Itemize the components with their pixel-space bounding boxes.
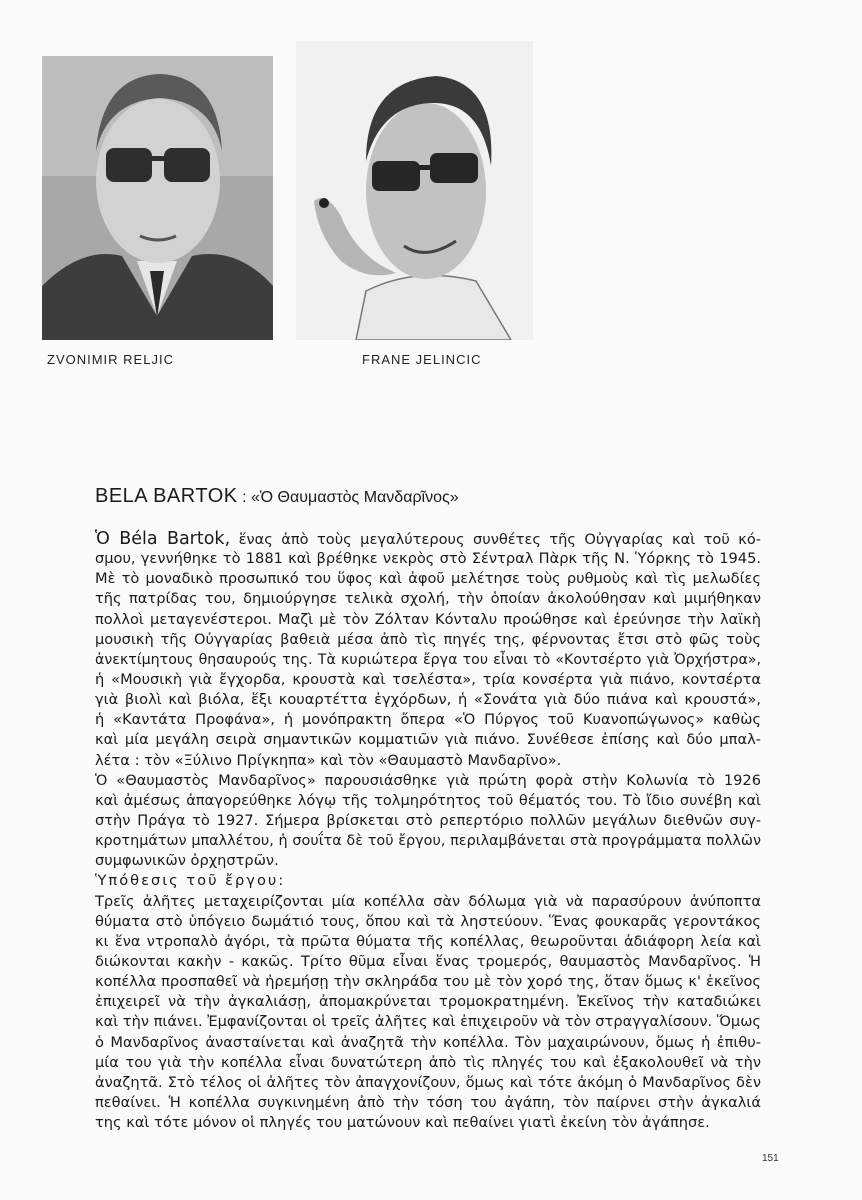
body-line: ἡ «Μουσικὴ γιὰ ἔγχορδα, κρουστὰ καὶ τσελέστα», τρία κονσέρτα γιὰ πιάνο, κοντσέρτα [95, 670, 761, 688]
body-line: ἀνεκτίμητους θησαυρούς της. Τὰ κυριώτερα ἔργα του εἶναι τὸ «Κοντσέρτο γιὰ Ὀρχήστρα», [95, 651, 761, 668]
body-line: καὶ τὴν πιάνει. Ἐμφανίζονται οἱ τρεῖς ἀλῆτες καὶ ἐπιχειροῦν νὰ τὸν στραγγαλίσουν. Ὅμως [95, 1013, 761, 1031]
body-line: στὴν Πράγα τὸ 1927. Σήμερα βρίσκεται στὸ ρεπερτόριο πολλῶν μεγάλων διεθνῶν συγ- [95, 811, 761, 829]
body-line: πολλοὶ μεταγενέστεροι. Μαζὶ μὲ τὸν Ζόλταν Κόνταλυ προώθησε καὶ ἐρεύνησε τὴν λαϊκὴ [95, 610, 761, 628]
article-body [95, 529, 761, 1133]
body-line: καὶ ἀμέσως ἀπαγορεύθηκε λόγῳ τῆς τολμηρότητος τοῦ θέματός του. Τὸ ἴδιο συνέβη καὶ [95, 791, 761, 809]
body-line [95, 529, 761, 549]
heading-composer-name: BELA BARTOK [95, 485, 238, 507]
first-line-name: Béla Bartok, [119, 529, 231, 549]
body-line: κροτημάτων μπαλλέτου, ἡ σουΐτα δὲ τοῦ ἔργου, περιλαμβάνεται στὰ προγράμματα πολλῶν [95, 833, 761, 850]
body-line: σμου, γεννήθηκε τὸ 1881 καὶ βρέθηκε νεκρὸς στὸ Σέντραλ Πὰρκ τῆς Ν. Ὑόρκης τὸ 1945. [95, 550, 761, 568]
body-line: Ὁ «Θαυμαστὸς Μανδαρῖνος» παρουσιάσθηκε γιὰ πρώτη φορὰ στὴν Κολωνία τὸ 1926 [95, 771, 761, 789]
body-line: λέτα : τὸν «Ξύλινο Πρίγκηπα» καὶ τὸν «Θαυμαστὸ Μανδαρῖνο». [95, 751, 562, 769]
body-line: ἡ «Καντάτα Προφάνα», ἡ μονόπρακτη ὄπερα «Ὁ Πύργος τοῦ Κυανοπώγωνος» καθὼς [95, 711, 761, 729]
first-line-prefix: Ὁ [95, 529, 120, 549]
body-line: μία του γιὰ τὴν κοπέλλα εἶναι δυνατώτερη ἀπὸ τὶς πληγές του καὶ ἐξακολουθεῖ νὰ τὴν [95, 1053, 761, 1071]
body-line: Τρεῖς ἀλῆτες μεταχειρίζονται μία κοπέλλα σὰν δόλωμα γιὰ νὰ παρασύρουν ἀνύποπτα [95, 892, 761, 910]
body-line: Μὲ τὸ μοναδικὸ προσωπικό του ὕφος καὶ ἀφοῦ μελέτησε τοὺς ρυθμοὺς καὶ τὶς μελωδίες [95, 570, 761, 588]
body-line: της καὶ τότε μόνον οἱ πληγές του ματώνουν καὶ πεθαίνει γιατὶ ἐκείνη τὸν ἀγάπησε. [95, 1114, 710, 1132]
body-line: συμφωνικῶν ὀρχηστρῶν. [95, 852, 279, 870]
body-line: διώκονται κακὴν - κακῶς. Τρίτο θῦμα εἶναι ἕνας τρομερός, θαυμαστὸς Μανδαρῖνος. Ἡ [95, 952, 761, 970]
body-line: γιὰ βιολὶ καὶ βιόλα, ἕξι κουαρτέττα ἐγχόρδων, ἡ «Σονάτα γιὰ δύο πιάνα καὶ κρουστά», [95, 691, 761, 709]
portrait-photo-frane-jelincic [296, 41, 533, 340]
heading-work-title: «Ὁ Θαυμαστὸς Μανδαρῖνος» [250, 489, 459, 506]
photo-caption-left: ZVONIMIR RELJIC [47, 352, 174, 367]
body-line: πεθαίνει. Ἡ κοπέλλα συγκινημένη ἀπὸ τὴν τόση του ἀγάπη, τὸν παίρνει στὴν ἀγκαλιά [95, 1093, 761, 1111]
portrait-photo-zvonimir-reljic [42, 56, 273, 340]
article-heading [95, 485, 459, 508]
body-line: ἐπιχειρεῖ νὰ τὴν ἀγκαλιάσῃ, ἀπομακρύνεται τρομοκρατημένη. Ἐκεῖνος τὴν καταδιώκει [95, 993, 761, 1011]
body-line: θύματα στὸ ὑπόγειο δωμάτιό τους, ὅπου καὶ τὰ ληστεύουν. Ἕνας φουκαρᾶς γεροντάκος [95, 912, 761, 930]
heading-separator: : [242, 489, 247, 506]
body-line: καὶ μία μεγάλη σειρὰ σημαντικῶν κομματιῶν γιὰ πιάνο. Συνέθεσε ἐπίσης καὶ δύο μπαλ- [95, 731, 761, 749]
body-line: τῆς πατρίδας του, δημιούργησε τελικὰ σχολή, τὴν ὁποίαν ἀκολούθησαν καὶ μιμήθηκαν [95, 590, 761, 608]
body-line: ὁ Μανδαρῖνος ἀνασταίνεται καὶ ἀναζητᾶ τὴν κοπέλλα. Τὸν μαχαιρώνουν, ὅμως ἡ ἐπιθυ- [95, 1033, 761, 1051]
page-number: 151 [762, 1153, 779, 1164]
photo-caption-right: FRANE JELINCIC [362, 352, 482, 367]
synopsis-heading: Ὑπόθεσις τοῦ ἔργου: [95, 872, 286, 890]
body-line: ἀναζητᾶ. Στὸ τέλος οἱ ἀλῆτες τὸν ἀπαγχονίζουν, ὅμως καὶ τότε ἀκόμη ὁ Μανδαρῖνος δὲν [95, 1073, 761, 1091]
body-line: κι ἕνα ντροπαλὸ ἀγόρι, τὰ πρῶτα θύματα τῆς κοπέλλας, θεωροῦνται ἀδιάφορη λεία καὶ [95, 932, 761, 950]
body-line: κοπέλλα προσπαθεῖ νὰ ἠρεμήσῃ τὴν σκληράδα του μὲ τὸν χορό της, ὅταν ὅμως κ' ἐκεῖνος [95, 973, 761, 991]
body-line: μουσικὴ τῆς Οὐγγαρίας βαθειὰ μέσα ἀπὸ τὶς πηγές της, φέρνοντας ἔτσι στὸ φῶς τοὺς [95, 630, 761, 648]
first-line-text: ἕνας ἀπὸ τοὺς μεγαλύτερους συνθέτες τῆς Οὐγγαρίας καὶ τοῦ κό- [230, 531, 762, 548]
